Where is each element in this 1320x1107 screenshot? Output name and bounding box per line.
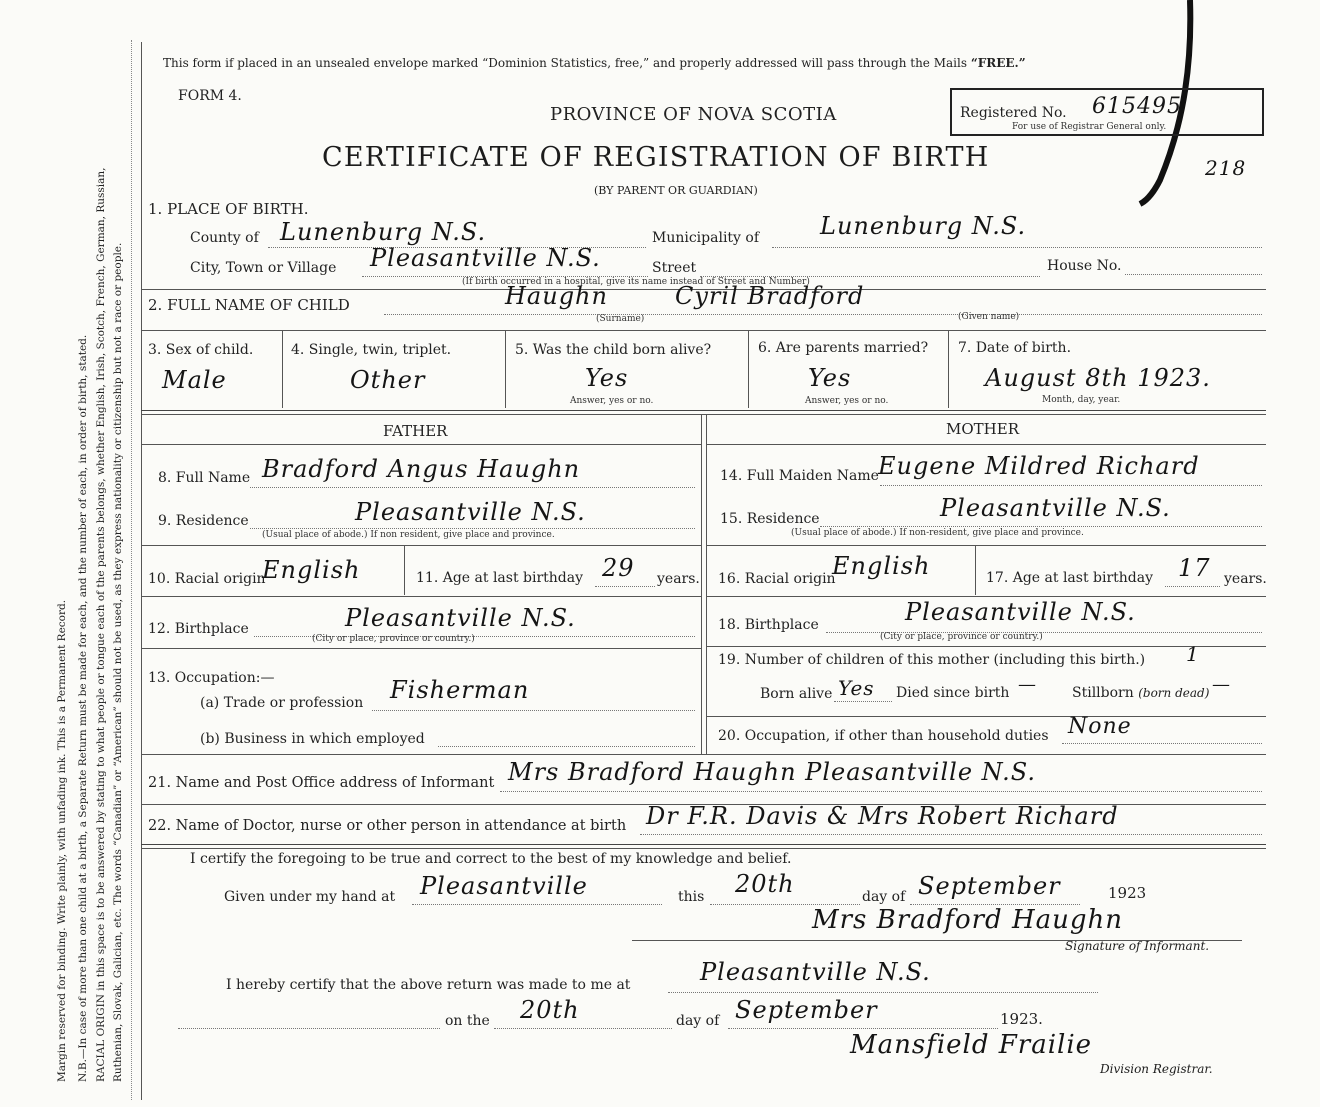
margin-note-racial-origin: RACIAL ORIGIN in this space is to be answered by stating to what people or tongue each of the parents belongs, whether English, Irish, Scotch, French, German, Russian, bbox=[95, 167, 107, 1082]
divider bbox=[706, 646, 1266, 647]
hospital-note: (If birth occurred in a hospital, give its name instead of Street and Number) bbox=[462, 277, 810, 287]
trade-value: Fisherman bbox=[390, 676, 530, 704]
father-heading: FATHER bbox=[383, 422, 448, 440]
signature-caption: Signature of Informant. bbox=[1065, 939, 1210, 953]
given-day: 20th bbox=[735, 870, 795, 898]
given-name-caption: (Given name) bbox=[958, 312, 1020, 322]
col-divider bbox=[975, 545, 976, 595]
stillborn-caption: (born dead) bbox=[1138, 686, 1210, 700]
doctor-value: Dr F.R. Davis & Mrs Robert Richard bbox=[646, 802, 1119, 830]
sex-value: Male bbox=[162, 366, 227, 394]
died-label: Died since birth bbox=[896, 685, 1010, 701]
divider bbox=[141, 844, 1266, 845]
stillborn-text: Stillborn bbox=[1072, 685, 1134, 701]
father-residence-label: 9. Residence bbox=[158, 513, 249, 529]
divider bbox=[706, 444, 1266, 445]
dob-label: 7. Date of birth. bbox=[958, 340, 1072, 356]
mail-free-text: “FREE.” bbox=[970, 56, 1026, 70]
mother-occupation-line bbox=[1062, 743, 1262, 744]
col-divider bbox=[404, 545, 405, 595]
mother-age-line bbox=[1165, 586, 1220, 587]
father-name-value: Bradford Angus Haughn bbox=[262, 455, 581, 483]
trade-line bbox=[372, 710, 695, 711]
mother-age-label: 17. Age at last birthday bbox=[986, 570, 1154, 586]
municipality-line bbox=[772, 247, 1262, 248]
dob-value: August 8th 1923. bbox=[985, 364, 1211, 392]
informant-label: 21. Name and Post Office address of Informant bbox=[148, 775, 495, 791]
plurality-value: Other bbox=[350, 366, 426, 394]
return-day-line bbox=[494, 1028, 672, 1029]
father-age-label: 11. Age at last birthday bbox=[416, 570, 584, 586]
father-birthplace-caption: (City or place, province or country.) bbox=[312, 634, 475, 644]
col-divider bbox=[505, 330, 506, 408]
father-name-line bbox=[250, 487, 695, 488]
informant-value: Mrs Bradford Haughn Pleasantville N.S. bbox=[508, 758, 1036, 786]
children-count-value: 1 bbox=[1186, 642, 1200, 666]
house-no-line bbox=[1125, 274, 1262, 275]
municipality-label: Municipality of bbox=[652, 230, 760, 246]
mother-birthplace-label: 18. Birthplace bbox=[718, 617, 819, 633]
mother-heading: MOTHER bbox=[946, 420, 1019, 438]
mother-name-value: Eugene Mildred Richard bbox=[878, 452, 1200, 480]
father-racial-value: English bbox=[262, 556, 361, 584]
hereby-text: I hereby certify that the above return was made to me at bbox=[226, 977, 631, 993]
father-age-line bbox=[595, 586, 655, 587]
business-line bbox=[438, 746, 695, 747]
municipality-value: Lunenburg N.S. bbox=[820, 212, 1027, 240]
stillborn-value: — bbox=[1212, 674, 1231, 695]
doctor-label: 22. Name of Doctor, nurse or other person in attendance at birth bbox=[148, 818, 627, 834]
child-name-line bbox=[384, 314, 1262, 315]
county-value: Lunenburg N.S. bbox=[280, 218, 487, 246]
married-value: Yes bbox=[808, 364, 852, 392]
on-the-label: on the bbox=[445, 1013, 490, 1029]
divider bbox=[141, 330, 1266, 331]
father-birthplace-value: Pleasantville N.S. bbox=[345, 604, 576, 632]
children-count-label: 19. Number of children of this mother (including this birth.) bbox=[718, 652, 1146, 668]
mother-racial-label: 16. Racial origin bbox=[718, 571, 836, 587]
margin-note-separate-return: N.B.—In case of more than one child at a birth, a Separate Return must be made for each, and the number of each, in order of birth, stated. bbox=[77, 334, 89, 1082]
given-place: Pleasantville bbox=[420, 872, 588, 900]
surname-caption: (Surname) bbox=[596, 314, 645, 324]
father-age-unit: years. bbox=[657, 571, 700, 587]
registered-box bbox=[950, 88, 1264, 136]
father-residence-value: Pleasantville N.S. bbox=[355, 498, 586, 526]
married-label: 6. Are parents married? bbox=[758, 340, 929, 356]
divider bbox=[141, 596, 701, 597]
return-day: 20th bbox=[520, 996, 580, 1024]
mail-notice-text: This form if placed in an unsealed envelope marked “Dominion Statistics, free,” and properly addressed will pass through the Mails bbox=[163, 56, 967, 70]
corner-mark: 218 bbox=[1205, 156, 1247, 180]
margin-note-racial-origin-cont: Ruthenian, Slovak, Galician, etc. The words “Canadian” or “American” should not be used, as they express nationality or citizenship but not a race or people. bbox=[112, 242, 124, 1082]
divider bbox=[141, 414, 1266, 415]
died-value: — bbox=[1018, 674, 1037, 695]
mail-notice bbox=[163, 56, 1026, 70]
given-place-line bbox=[412, 904, 662, 905]
margin-note-binding: Margin reserved for binding. Write plainly, with unfading ink. This is a Permanent Record. bbox=[56, 599, 68, 1082]
mother-occupation-value: None bbox=[1068, 714, 1132, 739]
alive-caption: Answer, yes or no. bbox=[570, 396, 654, 406]
mother-age-value: 17 bbox=[1178, 554, 1211, 582]
divider bbox=[706, 596, 1266, 597]
father-residence-caption: (Usual place of abode.) If non resident, give place and province. bbox=[262, 530, 555, 540]
registrar-caption: Division Registrar. bbox=[1100, 1062, 1213, 1076]
this-label: this bbox=[678, 889, 705, 905]
child-name-label: 2. FULL NAME OF CHILD bbox=[148, 296, 350, 314]
registrar-signature: Mansfield Frailie bbox=[850, 1030, 1093, 1060]
registered-number: 615495 bbox=[1092, 94, 1182, 119]
born-alive-label: Born alive bbox=[760, 686, 833, 702]
father-mother-divider bbox=[706, 414, 707, 754]
col-divider bbox=[948, 330, 949, 408]
stillborn-label bbox=[1072, 685, 1209, 701]
binding-line bbox=[131, 40, 132, 1100]
registrar-use-note: For use of Registrar General only. bbox=[1012, 122, 1167, 132]
divider bbox=[141, 648, 701, 649]
mother-birthplace-value: Pleasantville N.S. bbox=[905, 598, 1136, 626]
county-label: County of bbox=[190, 230, 259, 246]
father-name-label: 8. Full Name bbox=[158, 470, 251, 486]
married-caption: Answer, yes or no. bbox=[805, 396, 889, 406]
registered-label: Registered No. bbox=[960, 105, 1067, 121]
return-place: Pleasantville N.S. bbox=[700, 958, 931, 986]
certify-text: I certify the foregoing to be true and correct to the best of my knowledge and belief. bbox=[190, 851, 792, 867]
given-month: September bbox=[918, 872, 1061, 900]
born-alive-value: Yes bbox=[838, 676, 875, 700]
mother-occupation-label: 20. Occupation, if other than household duties bbox=[718, 728, 1049, 744]
return-place-line bbox=[668, 992, 1098, 993]
dob-caption: Month, day, year. bbox=[1042, 395, 1121, 405]
trade-label: (a) Trade or profession bbox=[200, 695, 364, 711]
informant-signature: Mrs Bradford Haughn bbox=[812, 905, 1124, 935]
mother-residence-caption: (Usual place of abode.) If non-resident, give place and province. bbox=[791, 528, 1084, 538]
col-divider bbox=[282, 330, 283, 408]
divider bbox=[706, 545, 1266, 546]
city-label: City, Town or Village bbox=[190, 260, 337, 276]
father-residence-line bbox=[250, 528, 695, 529]
business-label: (b) Business in which employed bbox=[200, 731, 425, 747]
return-leader-line bbox=[178, 1028, 440, 1029]
divider bbox=[141, 848, 1266, 849]
plurality-label: 4. Single, twin, triplet. bbox=[291, 342, 452, 358]
divider bbox=[141, 545, 701, 546]
given-under-label: Given under my hand at bbox=[224, 889, 396, 905]
return-month-line bbox=[728, 1028, 998, 1029]
father-mother-divider bbox=[701, 414, 702, 754]
mother-residence-value: Pleasantville N.S. bbox=[940, 494, 1171, 522]
mother-name-label: 14. Full Maiden Name bbox=[720, 468, 879, 484]
house-no-label: House No. bbox=[1047, 258, 1122, 274]
divider bbox=[141, 410, 1266, 411]
doctor-line bbox=[640, 834, 1262, 835]
city-value: Pleasantville N.S. bbox=[370, 244, 601, 272]
child-surname: Haughn bbox=[505, 282, 608, 310]
divider bbox=[706, 716, 1266, 717]
mother-racial-value: English bbox=[832, 552, 931, 580]
province-heading: PROVINCE OF NOVA SCOTIA bbox=[550, 104, 837, 125]
informant-line bbox=[500, 791, 1262, 792]
divider bbox=[141, 754, 1266, 755]
divider bbox=[141, 444, 701, 445]
sex-label: 3. Sex of child. bbox=[148, 342, 254, 358]
father-racial-label: 10. Racial origin bbox=[148, 571, 266, 587]
return-month: September bbox=[735, 996, 878, 1024]
street-label: Street bbox=[652, 260, 697, 276]
given-year: 1923 bbox=[1108, 884, 1147, 902]
col-divider bbox=[748, 330, 749, 408]
day-of-label: day of bbox=[862, 889, 906, 905]
form-number: FORM 4. bbox=[178, 88, 242, 104]
certificate-title: CERTIFICATE OF REGISTRATION OF BIRTH bbox=[322, 142, 990, 173]
place-of-birth-heading: 1. PLACE OF BIRTH. bbox=[148, 200, 309, 218]
mother-age-unit: years. bbox=[1224, 571, 1267, 587]
child-given-name: Cyril Bradford bbox=[675, 282, 865, 310]
mother-birthplace-caption: (City or place, province or country.) bbox=[880, 632, 1043, 642]
mother-residence-line bbox=[820, 526, 1262, 527]
return-day-of-label: day of bbox=[676, 1013, 720, 1029]
return-year: 1923. bbox=[1000, 1010, 1043, 1028]
alive-value: Yes bbox=[585, 364, 629, 392]
form-left-border bbox=[141, 42, 142, 1100]
father-birthplace-label: 12. Birthplace bbox=[148, 621, 249, 637]
mother-name-line bbox=[880, 485, 1262, 486]
born-alive-line bbox=[834, 701, 892, 702]
certificate-subtitle: (BY PARENT OR GUARDIAN) bbox=[594, 184, 758, 197]
mother-residence-label: 15. Residence bbox=[720, 511, 820, 527]
father-occupation-label: 13. Occupation:— bbox=[148, 670, 275, 686]
alive-label: 5. Was the child born alive? bbox=[515, 342, 712, 358]
father-age-value: 29 bbox=[602, 554, 635, 582]
